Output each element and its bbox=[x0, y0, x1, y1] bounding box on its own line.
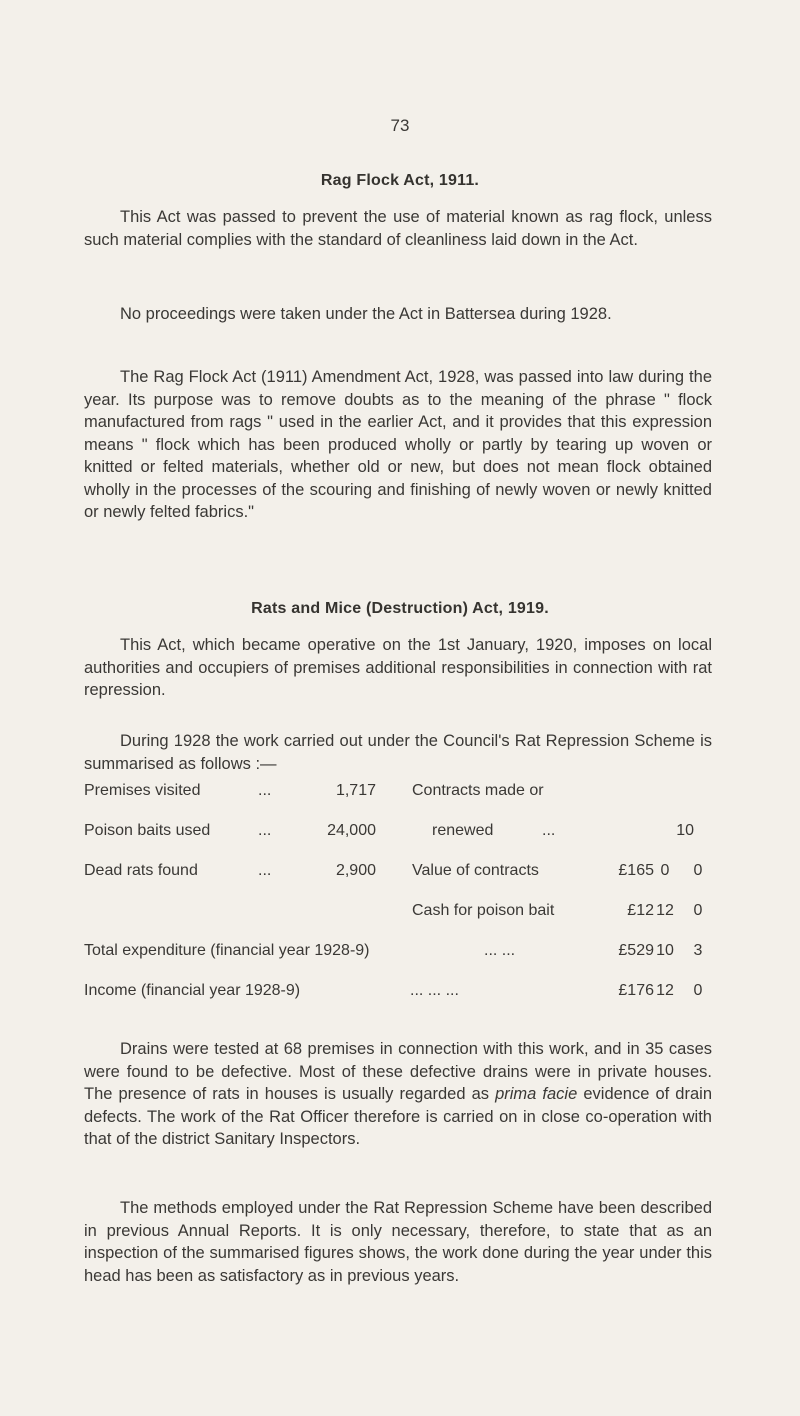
cash-poison-bait-pounds: £12 bbox=[627, 902, 654, 919]
dead-rats-value: 2,900 bbox=[335, 862, 376, 879]
value-of-contracts-label: Value of contracts bbox=[412, 862, 539, 879]
total-expenditure-pence: 3 bbox=[693, 942, 703, 959]
rag-flock-heading: Rag Flock Act, 1911. bbox=[320, 172, 480, 189]
income-shillings: 12 bbox=[656, 982, 674, 999]
poison-baits-dots: ... bbox=[258, 822, 272, 839]
contracts-dots: ... bbox=[542, 822, 556, 839]
contracts-label-line-1: Contracts made or bbox=[412, 782, 544, 799]
rats-mice-paragraph-1-text: This Act, which became operative on the 1st January, 1920, imposes on local authorities and occupiers of premises additional responsibilities in connection with rat repression. bbox=[84, 636, 712, 699]
income-label: Income (financial year 1928-9) bbox=[84, 982, 301, 999]
total-expenditure-pounds: £529 bbox=[618, 942, 654, 959]
total-expenditure-dots: ... ... bbox=[484, 942, 516, 959]
poison-baits-label: Poison baits used bbox=[84, 822, 211, 839]
rats-mice-paragraph-1 bbox=[84, 634, 712, 702]
prima-facie-italic: prima facie bbox=[495, 1085, 578, 1103]
rag-flock-paragraph-2 bbox=[84, 303, 712, 326]
rats-mice-paragraph-3 bbox=[84, 1038, 712, 1151]
table-row bbox=[84, 862, 712, 884]
rats-mice-paragraph-3-text-b: evidence of drain defects. The work of the Rat Officer therefore is carried on in close co-operation with that of the district Sanitary Inspectors. bbox=[84, 1085, 712, 1148]
rats-mice-paragraph-2-text: During 1928 the work carried out under the Council's Rat Repression Scheme is summarised as follows :— bbox=[84, 732, 712, 773]
rats-mice-paragraph-3-text-a: Drains were tested at 68 premises in connection with this work, and in 35 cases were found to be defective. Most of these defective drains were in private houses. The presence of rats in houses is usually regarded as bbox=[84, 1040, 712, 1103]
page-number: 73 bbox=[390, 116, 410, 135]
table-row bbox=[84, 822, 712, 844]
cash-poison-bait-pence: 0 bbox=[693, 902, 703, 919]
table-row bbox=[84, 942, 712, 964]
rag-flock-paragraph-1-text: This Act was passed to prevent the use of material known as rag flock, unless such material complies with the standard of cleanliness laid down in the Act. bbox=[84, 208, 712, 249]
premises-visited-label: Premises visited bbox=[84, 782, 201, 799]
contracts-value: 10 bbox=[676, 822, 694, 839]
income-dots: ... ... ... bbox=[410, 982, 459, 999]
cash-poison-bait-shillings: 12 bbox=[656, 902, 674, 919]
table-row bbox=[84, 902, 712, 924]
rag-flock-paragraph-1 bbox=[84, 206, 712, 251]
cash-poison-bait-label: Cash for poison bait bbox=[412, 902, 555, 919]
table-row bbox=[84, 782, 712, 804]
rats-mice-paragraph-4-text: The methods employed under the Rat Repression Scheme have been described in previous Annual Reports. It is only necessary, therefore, to state that as an inspection of the summarised figures shows, the work done during the year under this head has been as satisfactory as in previous years. bbox=[84, 1199, 712, 1285]
income-pounds: £176 bbox=[618, 982, 654, 999]
value-of-contracts-pence: 0 bbox=[693, 862, 703, 879]
rag-flock-paragraph-2-text: No proceedings were taken under the Act in Battersea during 1928. bbox=[120, 305, 612, 323]
income-pence: 0 bbox=[693, 982, 703, 999]
dead-rats-dots: ... bbox=[258, 862, 272, 879]
rats-mice-paragraph-2 bbox=[84, 730, 712, 775]
value-of-contracts-pounds: £165 bbox=[618, 862, 654, 879]
rag-flock-paragraph-3-text: The Rag Flock Act (1911) Amendment Act, 1928, was passed into law during the year. Its purpose was to remove doubts as to the meaning of the phrase " flock manufactured from rags " used in the earlier Act, and it provides that this expression means " flock which has been produced wholly or partly by tearing up woven or knitted or felted materials, whether old or new, but does not mean flock obtained wholly in the processes of the scouring and finishing of newly woven or newly knitted or newly felted fabrics." bbox=[84, 368, 712, 521]
total-expenditure-shillings: 10 bbox=[656, 942, 674, 959]
value-of-contracts-shillings: 0 bbox=[660, 862, 670, 879]
poison-baits-value: 24,000 bbox=[327, 822, 376, 839]
total-expenditure-label: Total expenditure (financial year 1928-9) bbox=[84, 942, 370, 959]
rats-mice-paragraph-4 bbox=[84, 1197, 712, 1287]
table-row bbox=[84, 982, 712, 1004]
premises-visited-dots: ... bbox=[258, 782, 272, 799]
rats-mice-heading: Rats and Mice (Destruction) Act, 1919. bbox=[251, 600, 549, 617]
rag-flock-paragraph-3 bbox=[84, 366, 712, 524]
premises-visited-value: 1,717 bbox=[335, 782, 376, 799]
contracts-label-line-2: renewed bbox=[432, 822, 494, 839]
dead-rats-label: Dead rats found bbox=[84, 862, 198, 879]
